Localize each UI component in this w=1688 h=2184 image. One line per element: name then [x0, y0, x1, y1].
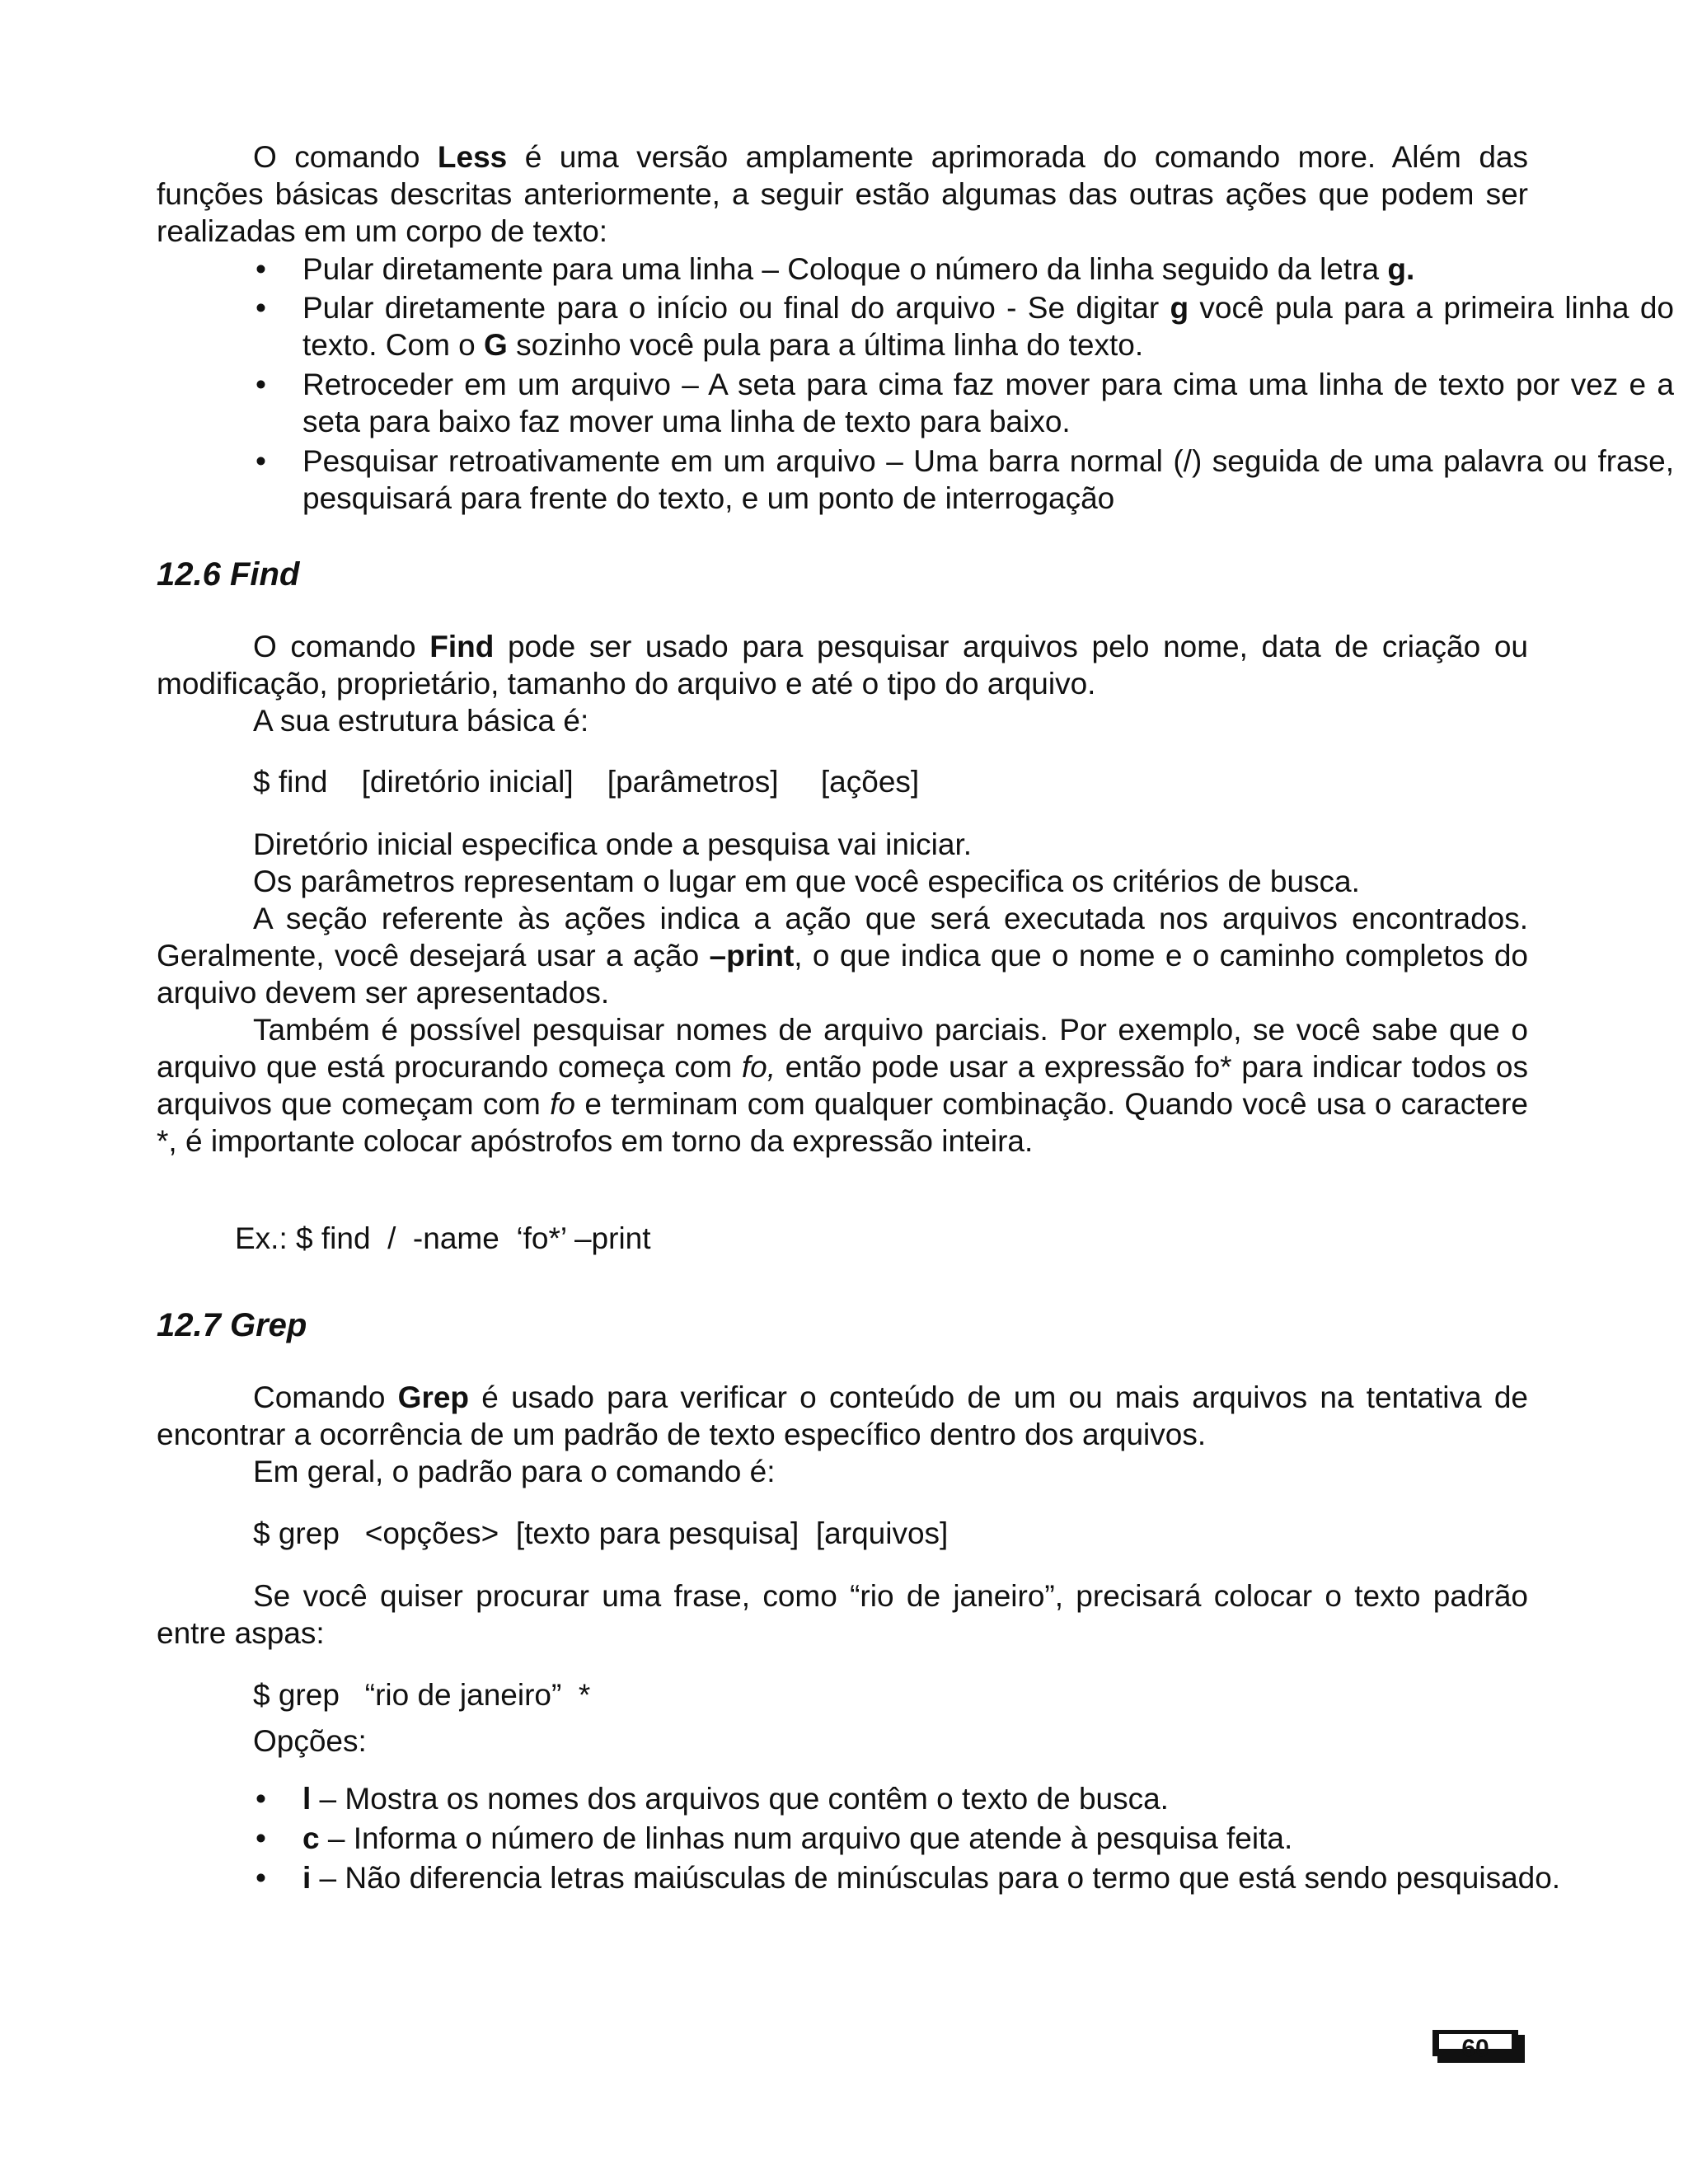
- italic-term: fo,: [741, 1050, 776, 1084]
- list-item: [256, 251, 1674, 288]
- find-partial-names-paragraph: [157, 1011, 1528, 1160]
- find-structure-label: A sua estrutura básica é:: [253, 704, 589, 738]
- bold-key: g.: [1387, 252, 1415, 286]
- grep-pattern-label: Em geral, o padrão para o comando é:: [253, 1455, 776, 1488]
- text: , o que indica que o nome e o caminho completos do arquivo devem ser apresentados.: [157, 939, 1528, 1010]
- bold-key: G: [484, 328, 508, 362]
- bullet-icon: •: [256, 1782, 266, 1816]
- find-example: Ex.: $ find / -name ‘fo*’ –print: [235, 1221, 651, 1255]
- text: O comando: [253, 140, 438, 174]
- text: então pode usar a expressão fo* para indicar todos os arquivos que começam com: [157, 1050, 1529, 1121]
- bullet-icon: •: [256, 368, 266, 401]
- list-item: [256, 1780, 1674, 1817]
- list-item: [256, 289, 1674, 363]
- find-syntax: $ find [diretório inicial] [parâmetros] [ações]: [253, 765, 920, 799]
- grep-intro-paragraph: [157, 1379, 1528, 1453]
- text: pode ser usado para pesquisar arquivos pelo nome, data de criação ou modificação, proprietário, tamanho do arquivo e até o tipo do arquivo.: [157, 630, 1528, 701]
- find-actions-paragraph: [157, 900, 1528, 1011]
- bold-key: g: [1170, 291, 1189, 325]
- grep-example: $ grep “rio de janeiro” *: [253, 1678, 591, 1712]
- text: sozinho você pula para a última linha do texto.: [507, 328, 1144, 362]
- text: – Informa o número de linhas num arquivo que atende à pesquisa feita.: [319, 1821, 1293, 1855]
- text: O comando: [253, 630, 430, 663]
- text: Pular diretamente para uma linha – Coloque o número da linha seguido da letra: [302, 252, 1388, 286]
- find-params-text: Os parâmetros representam o lugar em que você especifica os critérios de busca.: [253, 865, 1360, 898]
- text: Comando: [253, 1380, 398, 1414]
- bold-term-find: Find: [429, 630, 495, 663]
- page-number: 60: [1461, 2035, 1489, 2062]
- text: é usado para verificar o conteúdo de um ou mais arquivos na tentativa de encontrar a ocorrência de um padrão de texto específico dentro dos arquivos.: [157, 1380, 1528, 1451]
- option-key: i: [302, 1861, 312, 1895]
- text: Pular diretamente para o início ou final do arquivo - Se digitar: [302, 291, 1170, 325]
- grep-options-label: Opções:: [253, 1724, 367, 1758]
- less-actions-list: [157, 251, 1674, 517]
- grep-options-list: [157, 1780, 1674, 1896]
- page-number-badge: [1432, 2030, 1525, 2063]
- list-item: [256, 366, 1674, 440]
- list-item: [256, 1820, 1674, 1857]
- find-start-dir-text: Diretório inicial especifica onde a pesquisa vai iniciar.: [253, 827, 973, 861]
- list-item: [256, 443, 1674, 517]
- text: Pesquisar retroativamente em um arquivo – Uma barra normal (/) seguida de uma palavra ou frase, pesquisará para frente do texto, e um ponto de interrogação: [302, 444, 1674, 515]
- find-intro-paragraph: [157, 628, 1528, 702]
- bold-term-grep: Grep: [397, 1380, 470, 1414]
- bullet-icon: •: [256, 1861, 266, 1895]
- text: você pula para a primeira linha do texto. Com o: [302, 291, 1674, 362]
- bold-option-print: –print: [709, 939, 795, 972]
- text: – Mostra os nomes dos arquivos que contêm o texto de busca.: [311, 1782, 1169, 1816]
- grep-phrase-paragraph: Se você quiser procurar uma frase, como “rio de janeiro”, precisará colocar o texto padrão entre aspas:: [157, 1579, 1528, 1650]
- less-intro-paragraph: [157, 138, 1528, 250]
- grep-syntax: $ grep <opções> [texto para pesquisa] [arquivos]: [253, 1516, 949, 1550]
- bullet-icon: •: [256, 444, 266, 478]
- bullet-icon: •: [256, 1821, 266, 1855]
- text: Também é possível pesquisar nomes de arquivo parciais. Por exemplo, se você sabe que o arquivo que está procurando começa com: [157, 1013, 1528, 1084]
- text: A seção referente às ações indica a ação que será executada nos arquivos encontrados. Geralmente, você desejará usar a ação: [157, 902, 1528, 972]
- option-key: c: [302, 1821, 320, 1855]
- text: Retroceder em um arquivo – A seta para cima faz mover para cima uma linha de texto por vez e a seta para baixo faz mover uma linha de texto para baixo.: [302, 368, 1674, 438]
- bullet-icon: •: [256, 291, 266, 325]
- section-heading-grep: 12.7 Grep: [157, 1307, 307, 1343]
- list-item: [256, 1859, 1674, 1896]
- page-number-tab-icon: [1432, 2030, 1525, 2063]
- section-heading-find: 12.6 Find: [157, 556, 300, 593]
- text: – Não diferencia letras maiúsculas de minúsculas para o termo que está sendo pesquisado.: [311, 1861, 1561, 1895]
- bold-term-less: Less: [437, 140, 508, 174]
- bullet-icon: •: [256, 252, 266, 286]
- text: é uma versão amplamente aprimorada do comando more. Além das funções básicas descritas anteriormente, a seguir estão algumas das outras ações que podem ser realizadas em um corpo de texto:: [157, 140, 1528, 248]
- text: e terminam com qualquer combinação. Quando você usa o caractere *, é importante colocar apóstrofos em torno da expressão inteira.: [157, 1087, 1528, 1158]
- option-key: l: [302, 1782, 312, 1816]
- italic-term: fo: [550, 1087, 576, 1121]
